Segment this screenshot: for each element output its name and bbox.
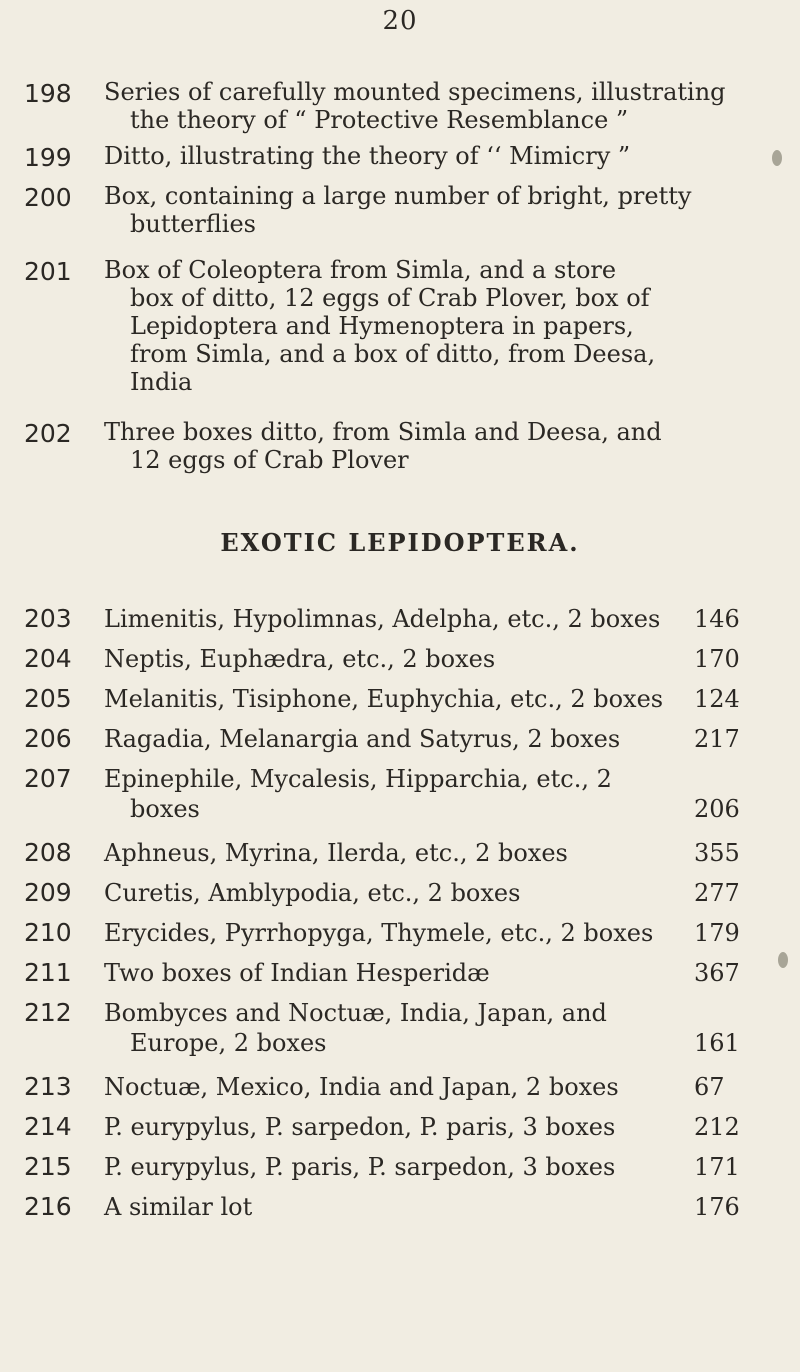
lot-line: 12 eggs of Crab Plover <box>130 446 409 474</box>
lot-line: Lepidoptera and Hymenoptera in papers, <box>130 312 634 340</box>
lot-description <box>104 256 792 396</box>
lot-description <box>104 764 684 824</box>
lot-line: Aphneus, Myrina, Ilerda, etc., 2 boxes <box>104 839 568 867</box>
lot-line: Melanitis, Tisiphone, Euphychia, etc., 2 boxes <box>104 685 664 713</box>
ink-blot <box>772 150 782 166</box>
lot-price: 367 <box>694 959 740 987</box>
lot-description <box>104 1112 684 1142</box>
lot-line: India <box>130 368 193 396</box>
lot-number: 212 <box>24 998 72 1027</box>
lot-number: 198 <box>24 79 72 108</box>
lot-line: box of ditto, 12 eggs of Crab Plover, box of <box>130 284 650 312</box>
lot-description <box>104 1192 684 1222</box>
lot-description <box>104 918 684 948</box>
lot-number: 216 <box>24 1192 72 1221</box>
lot-description <box>104 684 684 714</box>
lot-line: Three boxes ditto, from Simla and Deesa, and <box>104 418 662 446</box>
lot-line: Series of carefully mounted specimens, illustrating <box>104 78 726 106</box>
lot-price: 206 <box>694 795 740 823</box>
lot-price: 179 <box>694 919 740 947</box>
lot-line: Box, containing a large number of bright, pretty <box>104 182 692 210</box>
lot-description <box>104 604 684 634</box>
lot-number: 200 <box>24 183 72 212</box>
lot-line: Europe, 2 boxes <box>130 1029 327 1057</box>
lot-price: 124 <box>694 685 740 713</box>
lot-number: 215 <box>24 1152 72 1181</box>
lot-line: Neptis, Euphædra, etc., 2 boxes <box>104 645 496 673</box>
lot-number: 203 <box>24 604 72 633</box>
lot-line: Curetis, Amblypodia, etc., 2 boxes <box>104 879 521 907</box>
lot-number: 208 <box>24 838 72 867</box>
lot-number: 199 <box>24 143 72 172</box>
lot-number: 204 <box>24 644 72 673</box>
lot-number: 202 <box>24 419 72 448</box>
lot-number: 214 <box>24 1112 72 1141</box>
lot-price: 355 <box>694 839 740 867</box>
lot-description <box>104 878 684 908</box>
lot-number: 211 <box>24 958 72 987</box>
lot-description <box>104 644 684 674</box>
lot-price: 67 <box>694 1073 725 1101</box>
lot-line: boxes <box>130 795 200 823</box>
lot-line: Epinephile, Mycalesis, Hipparchia, etc., 2 <box>104 765 612 793</box>
lot-line: P. eurypylus, P. paris, P. sarpedon, 3 boxes <box>104 1153 616 1181</box>
lot-description <box>104 78 792 134</box>
lot-description <box>104 958 684 988</box>
lot-number: 209 <box>24 878 72 907</box>
lot-description <box>104 724 684 754</box>
lot-line: from Simla, and a box of ditto, from Deesa, <box>130 340 656 368</box>
lot-number: 210 <box>24 918 72 947</box>
lot-description <box>104 182 792 238</box>
ink-blot <box>778 952 788 968</box>
lot-line: Noctuæ, Mexico, India and Japan, 2 boxes <box>104 1073 619 1101</box>
lot-line: P. eurypylus, P. sarpedon, P. paris, 3 boxes <box>104 1113 616 1141</box>
lot-number: 206 <box>24 724 72 753</box>
lot-description <box>104 1152 684 1182</box>
lot-line: Box of Coleoptera from Simla, and a store <box>104 256 617 284</box>
lot-description <box>104 418 792 474</box>
lot-price: 170 <box>694 645 740 673</box>
lot-line: A similar lot <box>104 1193 253 1221</box>
lot-price: 146 <box>694 605 740 633</box>
lot-number: 213 <box>24 1072 72 1101</box>
lot-description <box>104 838 684 868</box>
lot-line: Erycides, Pyrrhopyga, Thymele, etc., 2 boxes <box>104 919 654 947</box>
lot-line: Limenitis, Hypolimnas, Adelpha, etc., 2 boxes <box>104 605 661 633</box>
lot-line: butterflies <box>130 210 256 238</box>
lot-number: 207 <box>24 764 72 793</box>
lot-price: 171 <box>694 1153 740 1181</box>
lot-price: 277 <box>694 879 740 907</box>
lot-number: 201 <box>24 257 72 286</box>
lot-number: 205 <box>24 684 72 713</box>
lot-line: Ragadia, Melanargia and Satyrus, 2 boxes <box>104 725 621 753</box>
page-number: 20 <box>382 6 418 36</box>
lot-line: the theory of “ Protective Resemblance ” <box>130 106 629 134</box>
lot-price: 212 <box>694 1113 740 1141</box>
lot-price: 161 <box>694 1029 740 1057</box>
lot-line: Bombyces and Noctuæ, India, Japan, and <box>104 999 607 1027</box>
lot-line: Two boxes of Indian Hesperidæ <box>104 959 490 987</box>
lot-price: 217 <box>694 725 740 753</box>
section-heading: EXOTIC LEPIDOPTERA. <box>220 528 580 557</box>
lot-price: 176 <box>694 1193 740 1221</box>
lot-line: Ditto, illustrating the theory of ‘‘ Mimicry ” <box>104 142 631 170</box>
lot-description <box>104 1072 684 1102</box>
lot-description <box>104 142 792 170</box>
lot-description <box>104 998 684 1058</box>
